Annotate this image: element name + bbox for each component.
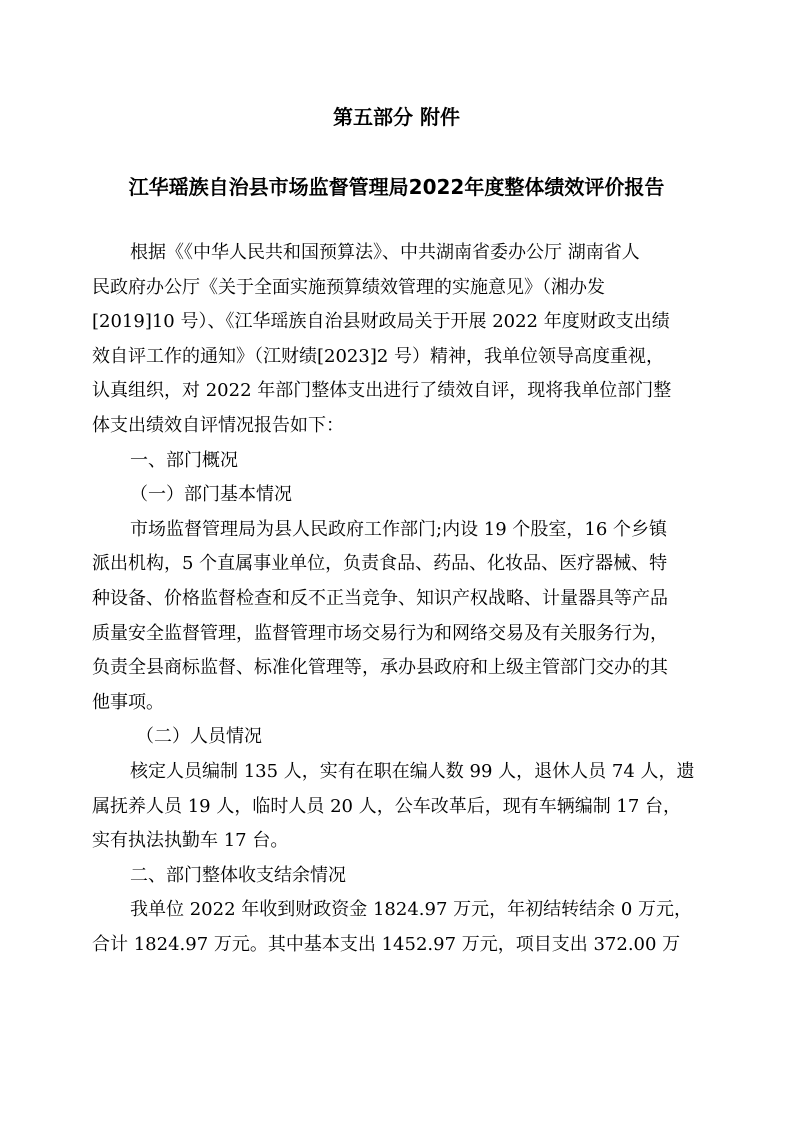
report-title: 江华瑶族自治县市场监督管理局2022年度整体绩效评价报告 [128, 175, 665, 199]
paragraph-line: 实有执法执勤车 17 台。 [92, 830, 289, 852]
paragraph-line: 民政府办公厅《关于全面实施预算绩效管理的实施意见》（湘办发 [92, 276, 605, 298]
paragraph-line: 种设备、价格监督检查和反不正当竞争、知识产权战略、计量器具等产品 [92, 587, 668, 609]
paragraph-line: 认真组织，对 2022 年部门整体支出进行了绩效自评，现将我单位部门整 [92, 380, 672, 402]
subsection-heading: （一）部门基本情况 [130, 484, 292, 506]
paragraph-line: 派出机构，5 个直属事业单位，负责食品、药品、化妆品、医疗器械、特 [92, 553, 668, 575]
paragraph-line: [2019]10 号）、《江华瑶族自治县财政局关于开展 2022 年度财政支出绩 [92, 311, 670, 333]
document-body [92, 236, 712, 962]
paragraph-line: 负责全县商标监督、标准化管理等，承办县政府和上级主管部门交办的其 [92, 657, 668, 679]
paragraph-line: 质量安全监督管理，监督管理市场交易行为和网络交易及有关服务行为， [92, 622, 668, 644]
subsection-heading: （二）人员情况 [136, 726, 262, 748]
paragraph-line: 根据《《中华人民共和国预算法》、中共湖南省委办公厅 湖南省人 [130, 242, 640, 263]
section-heading: 一、部门概况 [130, 449, 238, 471]
paragraph-line: 我单位 2022 年收到财政资金 1824.97 万元，年初结转结余 0 万元， [130, 899, 693, 921]
paragraph-line: 体支出绩效自评情况报告如下： [92, 414, 344, 436]
paragraph-line: 效自评工作的通知》（江财绩[2023]2 号）精神，我单位领导高度重视， [92, 345, 665, 367]
part-title: 第五部分 附件 [333, 105, 460, 129]
paragraph-line: 合计 1824.97 万元。其中基本支出 1452.97 万元，项目支出 372.00 万 [92, 933, 681, 955]
paragraph-line: 属抚养人员 19 人，临时人员 20 人，公车改革后，现有车辆编制 17 台， [92, 795, 682, 817]
paragraph-line: 他事项。 [92, 691, 164, 713]
paragraph-line: 核定人员编制 135 人，实有在职在编人数 99 人，退休人员 74 人，遗 [130, 760, 695, 782]
section-heading: 二、部门整体收支结余情况 [130, 864, 346, 886]
paragraph-line: 市场监督管理局为县人民政府工作部门;内设 19 个股室，16 个乡镇 [130, 518, 668, 540]
